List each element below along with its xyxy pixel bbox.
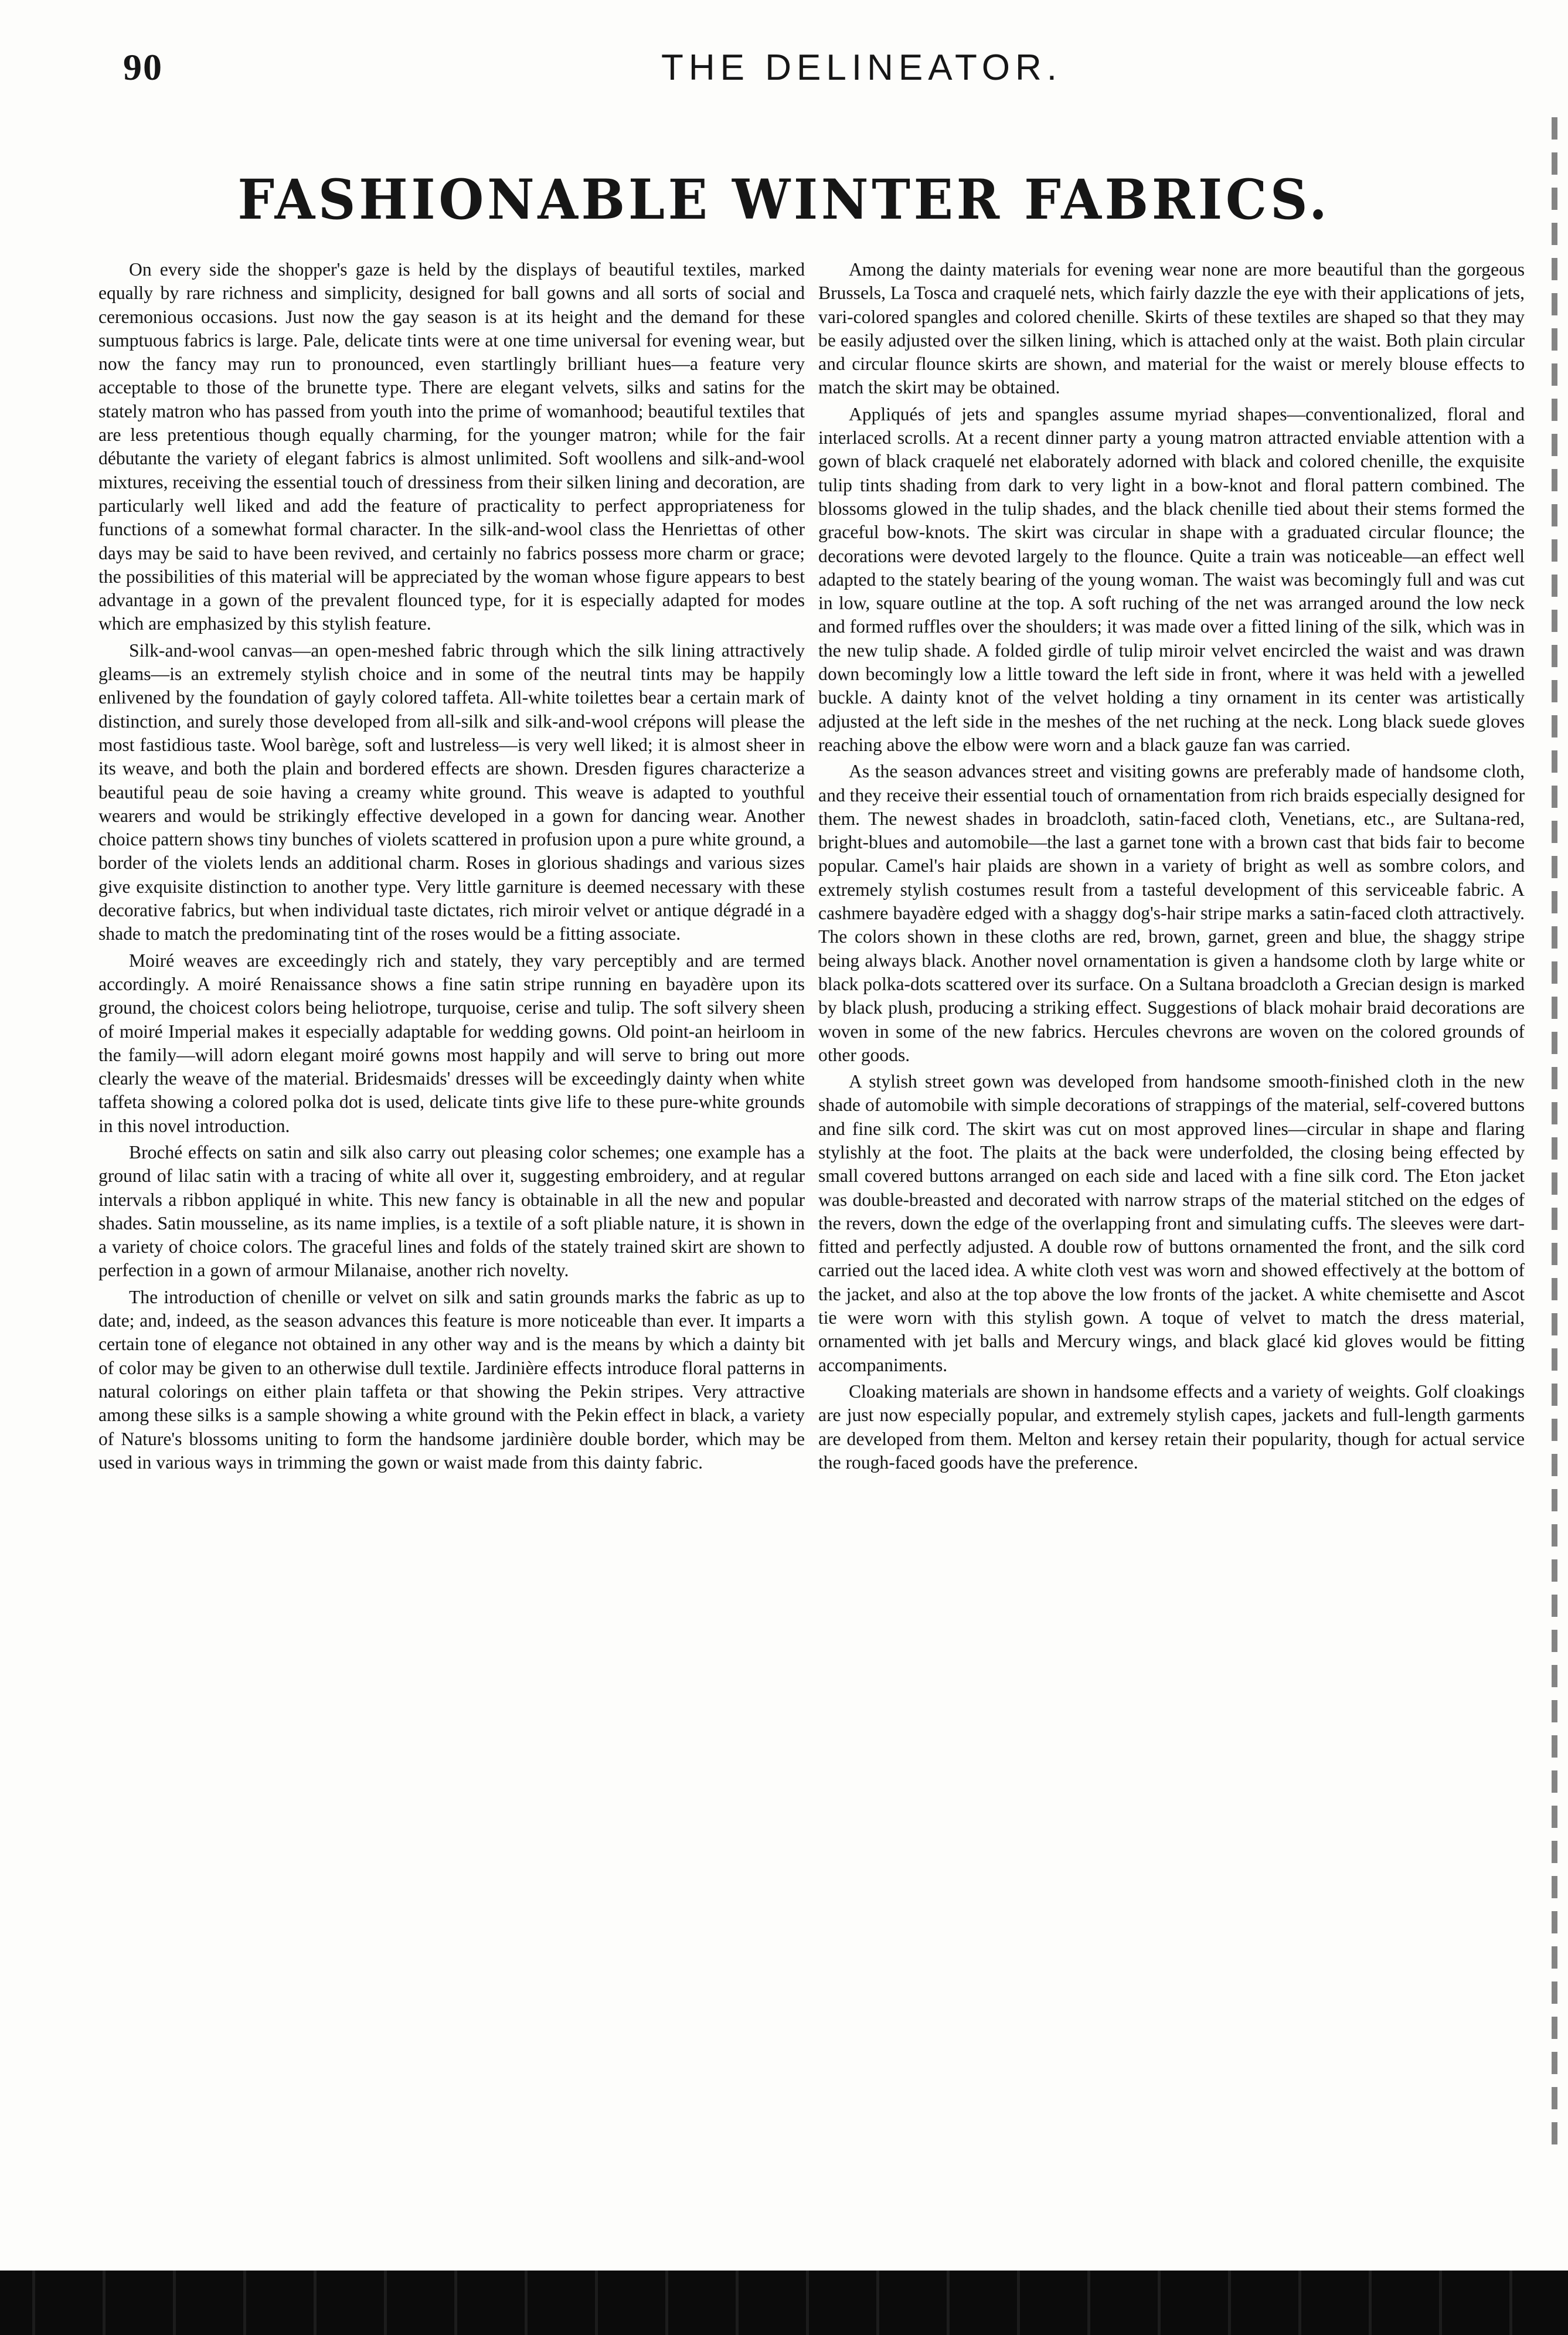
right-column [818,258,1525,1477]
paragraph: Cloaking materials are shown in handsome effects and a variety of weights. Golf cloakings are just now especially popular, and extremely stylish capes, jackets and full-length garments are developed from them. Melton and kersey retain their popularity, though for actual service the rough-faced goods have the preference. [818,1381,1525,1473]
article-title: FASHIONABLE WINTER FABRICS. [237,168,1331,232]
scan-edge-artifact [1552,117,1557,2152]
left-column [98,258,805,1477]
paragraph: Moiré weaves are exceedingly rich and stately, they vary perceptibly and are termed accordingly. A moiré Renaissance shows a fine satin stripe running en bayadère upon its ground, the choicest colors being heliotrope, turquoise, cerise and tulip. The soft silvery sheen of moiré Imperial makes it especially adaptable for wedding gowns. Old point-an heirloom in the family—will adorn elegant moiré gowns most happily and will serve to bring out more clearly the weave of the material. Bridesmaids' dresses will be exceedingly dainty when white taffeta showing a colored polka dot is used, delicate tints give life to these pure-white grounds in this novel introduction. [98,950,805,1136]
running-head: THE DELINEATOR. [661,47,1062,88]
paragraph: Broché effects on satin and silk also carry out pleasing color schemes; one example has a ground of lilac satin with a tracing of white all over it, suggesting embroidery, and at regular intervals a ribbon appliqué in white. This new fancy is obtainable in all the new and popular shades. Satin mousseline, as its name implies, is a textile of a soft pliable nature, it is shown in a variety of choice colors. The graceful lines and folds of the stately trained skirt are shown to perfection in a gown of armour Milanaise, another rich novelty. [98,1141,805,1281]
paragraph: On every side the shopper's gaze is held by the displays of beautiful textiles, marked equally by rare richness and simplicity, designed for ball gowns and all sorts of social and ceremonious occasions. Just now the gay season is at its height and the demand for these sumptuous fabrics is large. Pale, delicate tints were at one time universal for evening wear, but now the fancy may run to pronounced, even startlingly brilliant hues—a feature very acceptable to those of the brunette type. There are elegant velvets, silks and satins for the stately matron who has passed from youth into the prime of womanhood; beautiful textiles that are less pretentious though equally charming, for the younger matron; while for the fair débutante the variety of elegant fabrics is almost unlimited. Soft woollens and silk-and-wool mixtures, receiving the essential touch of dressiness from their silken lining and decoration, are particularly well liked and add the feature of practicality to perfect appropriateness for functions of a somewhat formal character. In the silk-and-wool class the Henriettas of other days may be said to have been revived, and certainly no fabrics possess more charm or grace; the possibilities of this material will be appreciated by the woman whose figure appears to best advantage in a gown of the prevalent flounced type, for it is especially adapted for modes which are emphasized by this stylish feature. [98,259,805,634]
paragraph: A stylish street gown was developed from handsome smooth-finished cloth in the new shade of automobile with simple decorations of strappings of the material, self-covered buttons and fine silk cord. The skirt was cut on most approved lines—circular in shape and flaring stylishly at the foot. The plaits at the back were underfolded, the closing being effected by small covered buttons arranged on each side and laced with a fine silk cord. The Eton jacket was double-breasted and decorated with narrow straps of the material stitched on the edges of the revers, down the edge of the overlapping front and simulating cuffs. The sleeves were dart-fitted and perfectly adjusted. A double row of buttons ornamented the front, and the silk cord carried out the laced idea. A white cloth vest was worn and showed effectively at the bottom of the jacket, and also at the top above the low fronts of the jacket. A white chemisette and Ascot tie were worn with this stylish gown. A toque of velvet to match the dress material, ornamented with jet balls and Mercury wings, and black glacé kid gloves would be fitting accompaniments. [818,1071,1525,1375]
page-number: 90 [123,46,163,88]
paragraph: Silk-and-wool canvas—an open-meshed fabric through which the silk lining attractively gleams—is an extremely stylish choice and in some of the neutral tints may be happily enlivened by the foundation of gayly colored taffeta. All-white toilettes bear a certain mark of distinction, and surely those developed from all-silk and silk-and-wool crépons will please the most fastidious taste. Wool barège, soft and lustreless—is very well liked; it is almost sheer in its weave, and both the plain and bordered effects are shown. Dresden figures characterize a beautiful peau de soie having a creamy white ground. This weave is adapted to youthful wearers and would be strikingly effective developed in a gown for dancing wear. Another choice pattern shows tiny bunches of violets scattered in profusion upon a pure white ground, a border of the violets lends an additional charm. Roses in glorious shadings and various sizes give exquisite distinction to another type. Very little garniture is deemed necessary with these decorative fabrics, but when individual taste dictates, rich miroir velvet or antique dégradé in a shade to match the predominating tint of the roses would be a fitting associate. [98,640,805,944]
paragraph: Appliqués of jets and spangles assume myriad shapes—conventionalized, floral and interlaced scrolls. At a recent dinner party a young matron attracted enviable attention with a gown of black craquelé net elaborately adorned with black and colored chenille, the exquisite tulip tints shading from dark to very light in a bow-knot and floral pattern combined. The blossoms glowed in the tulip shades, and the black chenille tied about their stems formed the graceful bow-knots. The skirt was circular in shape with a graduated circular flounce; the decorations were devoted largely to the flounce. Quite a train was noticeable—an effect well adapted to the stately bearing of the young woman. The waist was becomingly full and was cut in low, square outline at the top. A soft ruching of the net was arranged around the low neck and formed ruffles over the shoulders; it was made over a fitted lining of the silk, which was in the new tulip shade. A folded girdle of tulip miroir velvet encircled the waist and was drawn down becomingly low a little toward the left side in front, where it was held with a jewelled buckle. A dainty knot of the velvet holding a tiny ornament in its center was artistically adjusted at the left side in the meshes of the net ruching at the neck. Long black suede gloves reaching above the elbow were worn and a black gauze fan was carried. [818,403,1525,755]
paragraph: The introduction of chenille or velvet on silk and satin grounds marks the fabric as up to date; and, indeed, as the season advances this feature is more noticeable than ever. It imparts a certain tone of elegance not obtained in any other way and is the means by which a dainty bit of color may be given to an otherwise dull textile. Jardinière effects introduce floral patterns in natural colorings on either plain taffeta or that showing the Pekin stripes. Very attractive among these silks is a sample showing a white ground with the Pekin effect in black, a variety of Nature's blossoms uniting to form the handsome jardinière double border, which may be used in various ways in trimming the gown or waist made from this dainty fabric. [98,1286,805,1473]
paragraph: As the season advances street and visiting gowns are preferably made of handsome cloth, and they receive their essential touch of ornamentation from rich braids especially designed for them. The newest shades in broadcloth, satin-faced cloth, Venetians, etc., are Sultana-red, bright-blues and automobile—the last a garnet tone with a brown cast that bids fair to become popular. Camel's hair plaids are shown in a variety of bright as well as sombre colors, and extremely stylish costumes result from a tasteful development of this serviceable fabric. A cashmere bayadère edged with a shaggy dog's-hair stripe marks a satin-faced cloth attractively. The colors shown in these cloths are red, brown, garnet, green and blue, the shaggy stripe being always black. Another novel ornamentation is given a handsome cloth by large white or black polka-dots scattered over its surface. On a Sultana broadcloth a Grecian design is marked by black plush, producing a striking effect. Suggestions of black mohair braid decorations are woven in some of the new fabrics. Hercules chevrons are woven on the colored grounds of other goods. [818,761,1525,1065]
scan-bottom-border [0,2271,1568,2335]
paragraph: Among the dainty materials for evening wear none are more beautiful than the gorgeous Brussels, La Tosca and craquelé nets, which fairly dazzle the eye with their applications of jets, vari-colored spangles and colored chenille. Skirts of these textiles are shaped so that they may be easily adjusted over the silken lining, which is attached only at the waist. Both plain circular and circular flounce skirts are shown, and material for the waist or merely blouse effects to match the skirt may be obtained. [818,259,1525,398]
